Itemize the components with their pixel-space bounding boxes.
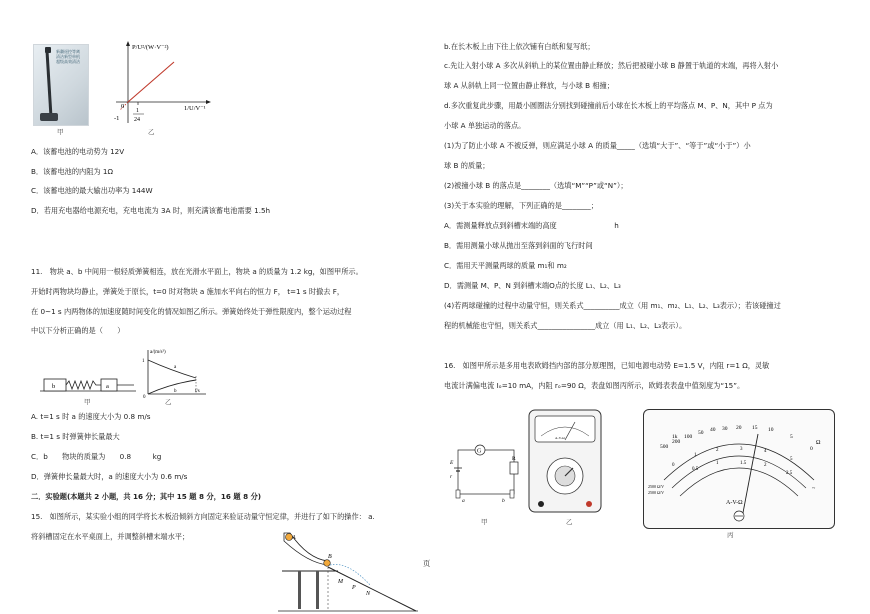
svg-text:t/s: t/s <box>195 389 200 394</box>
svg-text:a/(m/s²): a/(m/s²) <box>150 350 166 355</box>
svg-text:100: 100 <box>684 434 693 440</box>
q11-line-2: 开始时两物块均静止，弹簧处于原长，t=0 时对物块 a 施加水平向右的恒力 F， t=1 s 时撤去 F， <box>31 287 345 296</box>
q10-option-d: D．若用充电器给电源充电，充电电流为 3A 时，则充满该蓄电池需要 1.5h <box>31 206 271 215</box>
q15-question-1a: (1)为了防止小球 A 不被反弹，则应满足小球 A 的质量_____（选填“大于”、“等于”或“小于”）小 <box>444 141 751 150</box>
q15-step-b: b.在长木板上由下往上依次铺有白纸和复写纸； <box>444 42 595 51</box>
q15-step-d-1: d.多次重复此步骤，用最小圆圈法分别找到碰撞前后小球在长木板上的平均落点 M、P、N，其中 P 点为 <box>444 101 773 110</box>
figure-label-bing: 丙 <box>727 531 734 539</box>
svg-text:r: r <box>450 474 453 480</box>
svg-text:200: 200 <box>672 439 681 445</box>
incline-board <box>328 567 416 611</box>
q16-line-1: 16. 如图甲所示是多用电表欧姆挡内部的部分原理图，已知电源电动势 E=1.5 V，内阻 r=1 Ω，灵敏 <box>444 361 770 370</box>
svg-text:a: a <box>462 498 465 504</box>
spring-blocks-figure <box>38 365 138 397</box>
svg-text:G: G <box>477 448 482 455</box>
q11-line-1: 11. 物块 a、b 中间用一根轻质弹簧相连，放在光滑水平面上，物块 a 的质量为 1.2 kg，如图甲所示。 <box>31 267 363 276</box>
multimeter-device <box>527 408 603 514</box>
svg-text:30: 30 <box>722 426 728 432</box>
svg-text:1.5: 1.5 <box>740 461 747 466</box>
spring <box>66 381 101 389</box>
q15-option-a: A．需测量释放点到斜槽末端的高度 h <box>444 221 619 230</box>
dial-needle <box>742 434 758 518</box>
svg-text:50: 50 <box>698 430 704 436</box>
q10-option-a: A．该蓄电池的电动势为 12V <box>31 147 125 156</box>
q16-line-2: 电流计满偏电流 Iₒ=10 mA，内阻 rₒ=90 Ω，表盘如图丙所示，欧姆表表盘中值刻度为“15”。 <box>444 381 745 390</box>
graph-origin: 0 <box>121 103 125 110</box>
q15-option-d: D．需测量 M、P、N 到斜槽末端O点的长度 L₁、L₂、L₃ <box>444 281 621 290</box>
svg-text:R: R <box>512 456 516 462</box>
q15-question-4a: (4)若两球碰撞的过程中动量守恒，则关系式__________成立（用 m₁、m₂、L₁、L₂、L₃表示）；若该碰撞过 <box>444 301 781 310</box>
svg-text:A-V-Ω: A-V-Ω <box>555 436 565 440</box>
q10-option-c: C．该蓄电池的最大输出功率为 144W <box>31 186 153 195</box>
ohmmeter-circuit <box>450 440 520 504</box>
q11-option-d: D．弹簧伸长量最大时，a 的速度大小为 0.6 m/s <box>31 472 188 481</box>
q15-option-c: C．需用天平测量两球的质量 m₁和 m₂ <box>444 261 567 270</box>
figure-label-yi: 乙 <box>165 398 172 406</box>
q15-step-d-2: 小球 A 单独运动的落点。 <box>444 121 526 130</box>
svg-text:15: 15 <box>752 425 758 431</box>
svg-text:0: 0 <box>143 395 146 398</box>
figure-label-jia: 甲 <box>481 518 488 526</box>
figure-label-yi: 乙 <box>566 518 573 526</box>
svg-text:1: 1 <box>716 461 719 466</box>
graph-neg-one: -1 <box>114 115 120 122</box>
svg-text:0: 0 <box>810 446 813 452</box>
graph-tick-num: 1 <box>136 108 139 114</box>
svg-text:A-V-Ω: A-V-Ω <box>726 500 743 506</box>
svg-text:M: M <box>338 579 343 585</box>
section-heading: 二．实验题(本题共 2 小题，共 16 分；其中 15 题 8 分，16 题 8 分) <box>31 492 262 501</box>
q11-option-b: B. t=1 s 时弹簧伸长量最大 <box>31 432 120 441</box>
graph-y-label: P/U²/(W·V⁻²) <box>132 44 169 51</box>
q15-line-1: 15. 如图所示，某实验小组的同学将长木板沿倾斜方向固定来验证动量守恒定律，并进行了如下的操作： a. <box>31 512 375 521</box>
ball-b <box>324 560 331 567</box>
curve-a <box>148 360 196 378</box>
svg-text:2500 Ω/V: 2500 Ω/V <box>648 490 664 495</box>
figure-label-jia: 甲 <box>84 398 91 406</box>
svg-text:b: b <box>52 383 56 390</box>
svg-text:3: 3 <box>740 447 743 452</box>
q15-step-c-1: c.先让入射小球 A 多次从斜轨上的某位置由静止释放；然后把被碰小球 B 静置于轨道的末端，再将入射小 <box>444 61 779 70</box>
svg-text:2: 2 <box>764 463 767 468</box>
power-voltage-graph <box>108 38 218 130</box>
curve-b <box>148 380 196 394</box>
svg-text:N: N <box>366 591 371 597</box>
svg-text:500: 500 <box>660 444 669 450</box>
figure-label-jia: 甲 <box>57 128 64 136</box>
svg-text:Ω: Ω <box>816 440 821 446</box>
svg-text:2500 Ω/V: 2500 Ω/V <box>648 484 664 489</box>
svg-text:a: a <box>174 365 177 370</box>
q15-line-2: 将斜槽固定在水平桌面上，并调整斜槽末端水平； <box>31 532 190 541</box>
resistor <box>510 462 518 474</box>
graph-line <box>128 62 174 102</box>
svg-text:A: A <box>292 535 296 541</box>
svg-text:40: 40 <box>710 427 716 433</box>
svg-text:a: a <box>106 383 109 390</box>
svg-text:2.5: 2.5 <box>786 471 793 476</box>
q11-line-3: 在 0~1 s 内两物体的加速度随时间变化的情况如图乙所示。弹簧始终处于弹性限度内，整个运动过程 <box>31 307 352 316</box>
graph-x-label: 1/U/V⁻¹ <box>184 105 206 112</box>
svg-text:1: 1 <box>142 359 145 364</box>
svg-text:5: 5 <box>790 434 793 440</box>
svg-text:4: 4 <box>764 449 767 454</box>
vacuum-product-photo <box>33 44 89 126</box>
acceleration-graph <box>140 346 210 398</box>
svg-text:10: 10 <box>768 427 774 433</box>
svg-text:b: b <box>174 389 177 394</box>
q15-question-3: (3)关于本实验的理解，下列正确的是________； <box>444 201 598 210</box>
svg-text:0.5: 0.5 <box>692 467 699 472</box>
block-a <box>101 379 117 391</box>
svg-text:2: 2 <box>716 448 719 453</box>
ohmmeter-dial-face <box>643 409 835 529</box>
product-caption: 新疆遥控等离 清洁新型单机 超级高效清洁 <box>56 49 80 64</box>
figure-label-yi: 乙 <box>148 128 155 136</box>
momentum-apparatus-figure <box>278 527 420 614</box>
q11-option-c: C．b 物块的质量为 0.8 kg <box>31 452 162 461</box>
q15-question-4b: 程的机械能也守恒，则关系式________________成立（用 L₁、L₂、L₃表示）。 <box>444 321 687 330</box>
svg-text:E: E <box>450 460 454 466</box>
q15-question-2: (2)被撞小球 B 的落点是________（选填“M”“P”或“N”）； <box>444 181 628 190</box>
svg-text:~: ~ <box>812 486 816 492</box>
margin-char: 页 <box>423 559 431 568</box>
q11-line-4: 中以下分析正确的是（ ） <box>31 326 125 335</box>
svg-text:0: 0 <box>672 463 675 468</box>
vacuum-icon <box>34 45 88 125</box>
q15-option-b: B．需用测量小球从抛出至落到斜面的飞行时间 <box>444 241 593 250</box>
q15-step-c-2: 球 A 从斜轨上同一位置由静止释放，与小球 B 相撞； <box>444 81 614 90</box>
q11-option-a: A. t=1 s 时 a 的速度大小为 0.8 m/s <box>31 412 151 421</box>
svg-text:1: 1 <box>694 453 697 458</box>
svg-text:20: 20 <box>736 425 742 431</box>
svg-text:5: 5 <box>790 457 793 462</box>
svg-text:1k: 1k <box>672 434 678 440</box>
graph-tick-den: 24 <box>134 117 140 123</box>
q10-option-b: B．该蓄电池的内阻为 1Ω <box>31 167 113 176</box>
svg-text:B: B <box>328 554 332 560</box>
svg-text:P: P <box>352 585 356 591</box>
q15-question-1b: 球 B 的质量； <box>444 161 490 170</box>
svg-text:b: b <box>502 498 505 504</box>
